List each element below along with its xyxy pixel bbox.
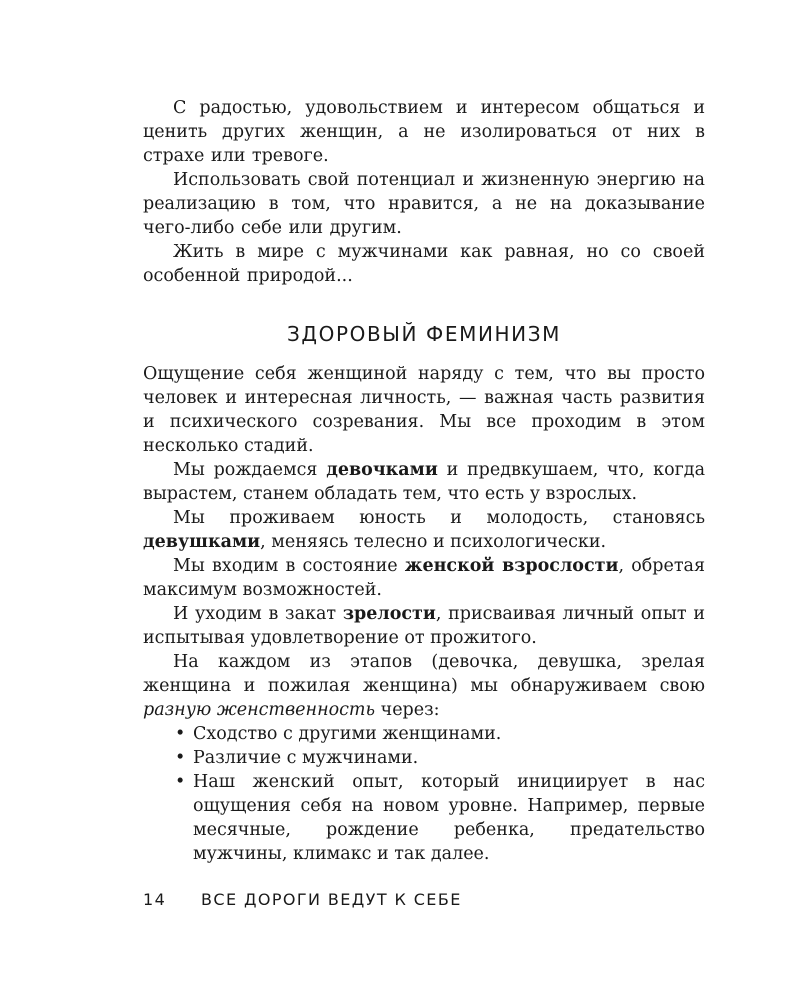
italic-term: разную женственность [143,700,376,720]
page-footer [143,890,462,909]
list-item [173,722,705,746]
intro-paragraph: Жить в мире с мужчинами как равная, но со своей особенной природой... [143,242,705,286]
feminism-section [143,362,705,866]
bullet-list [143,722,705,866]
running-title: ВСЕ ДОРОГИ ВЕДУТ К СЕБЕ [201,890,462,909]
text-run: На каждом из этапов (девочка, девушка, зрелая женщина и пожилая женщина) мы обнаруживаем свою [143,652,705,696]
list-item-text: Сходство с другими женщинами. [193,724,502,744]
text-run: , меняясь телесно и психологически. [260,532,607,552]
section-paragraph [143,650,705,722]
list-item-text: Различие с мужчинами. [193,748,419,768]
page-body [143,96,705,866]
bullet-icon: • [175,772,186,792]
list-item [173,770,705,866]
text-run: и предвкушаем, что, когда вырастем, станем обладать тем, что есть у взрослых. [143,460,705,504]
bullet-icon: • [175,748,186,768]
list-item [173,746,705,770]
section-paragraph [143,458,705,506]
text-run: Мы входим в состояние [173,556,405,576]
intro-paragraph: С радостью, удовольствием и интересом общаться и ценить других женщин, а не изолироваться от них в страхе или тревоге. [143,98,705,166]
bold-term: девушками [143,532,261,552]
text-run: , присваивая личный опыт и испытывая удовлетворение от прожитого. [143,604,705,648]
intro-section [143,96,705,288]
section-paragraph [143,554,705,602]
section-paragraph: Ощущение себя женщиной наряду с тем, что вы просто человек и интересная личность, — важная часть развития и психического созревания. Мы все проходим в этом несколько стадий. [143,364,705,456]
bullet-icon: • [175,724,186,744]
section-heading: ЗДОРОВЫЙ ФЕМИНИЗМ [286,322,562,346]
text-run: Мы рождаемся [173,460,327,480]
page-number: 14 [143,890,167,909]
bold-term: женской взрослости [404,556,619,576]
text-run: , обретая максимум возможностей. [143,556,705,600]
text-run: И уходим в закат [173,604,343,624]
list-item-text: Наш женский опыт, который инициирует в нас ощущения себя на новом уровне. Например, первые месячные, рождение ребенка, предательство мужчины, климакс и так далее. [193,772,705,864]
bold-term: зрелости [342,604,436,624]
bold-term: девочками [326,460,438,480]
text-run: через: [375,700,440,720]
section-paragraph [143,506,705,554]
section-paragraph [143,602,705,650]
text-run: Мы проживаем юность и молодость, становясь [173,508,705,528]
intro-paragraph: Использовать свой потенциал и жизненную энергию на реализацию в том, что нравится, а не на доказывание чего-либо себе или другим. [143,170,705,238]
